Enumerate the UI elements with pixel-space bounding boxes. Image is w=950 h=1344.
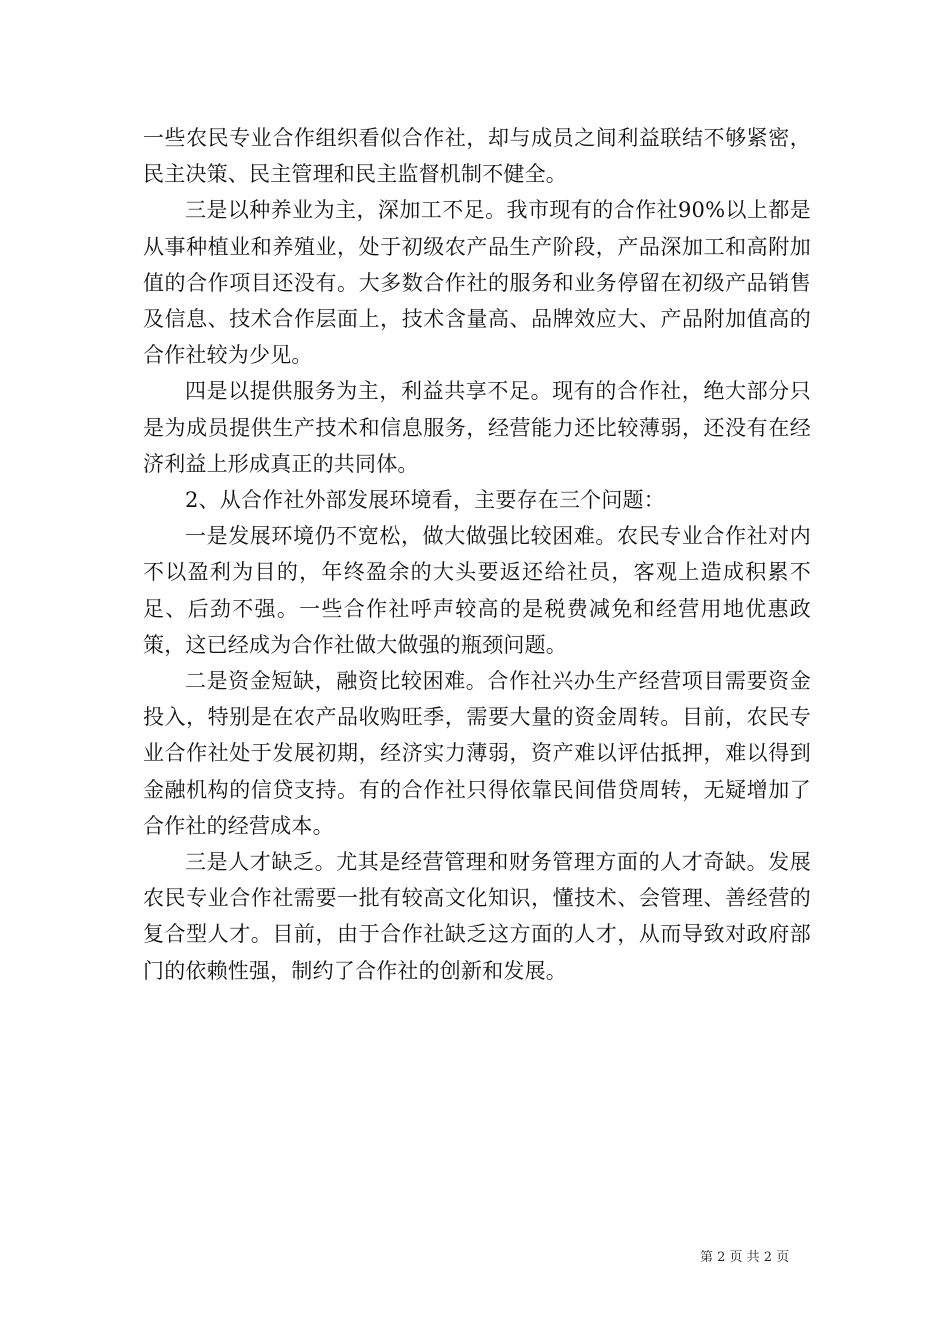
paragraph-point-three-planting: 三是以种养业为主，深加工不足。我市现有的合作社90%以上都是从事种植业和养殖业，处于初级农产品生产阶段，产品深加工和高附加值的合作项目还没有。大多数合作社的服务和业务停留在初级产品销售及信息、技术合作层面上，技术含量高、品牌效应大、产品附加值高的合作社较为少见。 <box>143 198 811 368</box>
paragraph-continuation: 一些农民专业合作组织看似合作社，却与成员之间利益联结不够紧密，民主决策、民主管理和民主监督机制不健全。 <box>143 126 811 187</box>
paragraph-point-one-environment: 一是发展环境仍不宽松，做大做强比较困难。农民专业合作社对内不以盈利为目的，年终盈余的大头要返还给社员，客观上造成积累不足、后劲不强。一些合作社呼声较高的是税费减免和经营用地优惠政策，这已经成为合作社做大做强的瓶颈问题。 <box>143 524 811 657</box>
paragraph-point-two-funding: 二是资金短缺，融资比较困难。合作社兴办生产经营项目需要资金投入，特别是在农产品收购旺季，需要大量的资金周转。目前，农民专业合作社处于发展初期，经济实力薄弱，资产难以评估抵押，难以得到金融机构的信贷支持。有的合作社只得依靠民间借贷周转，无疑增加了合作社的经营成本。 <box>143 669 811 838</box>
document-body <box>143 120 811 989</box>
paragraph-point-four-services: 四是以提供服务为主，利益共享不足。现有的合作社，绝大部分只是为成员提供生产技术和信息服务，经营能力还比较薄弱，还没有在经济利益上形成真正的共同体。 <box>143 379 811 476</box>
section-heading-external-environment: 2、从合作社外部发展环境看，主要存在三个问题： <box>185 488 665 513</box>
paragraph-point-three-talent: 三是人才缺乏。尤其是经营管理和财务管理方面的人才奇缺。发展农民专业合作社需要一批有较高文化知识，懂技术、会管理、善经营的复合型人才。目前，由于合作社缺乏这方面的人才，从而导致对政府部门的依赖性强，制约了合作社的创新和发展。 <box>143 850 811 983</box>
page-number-footer: 第 2 页 共 2 页 <box>700 1250 790 1265</box>
